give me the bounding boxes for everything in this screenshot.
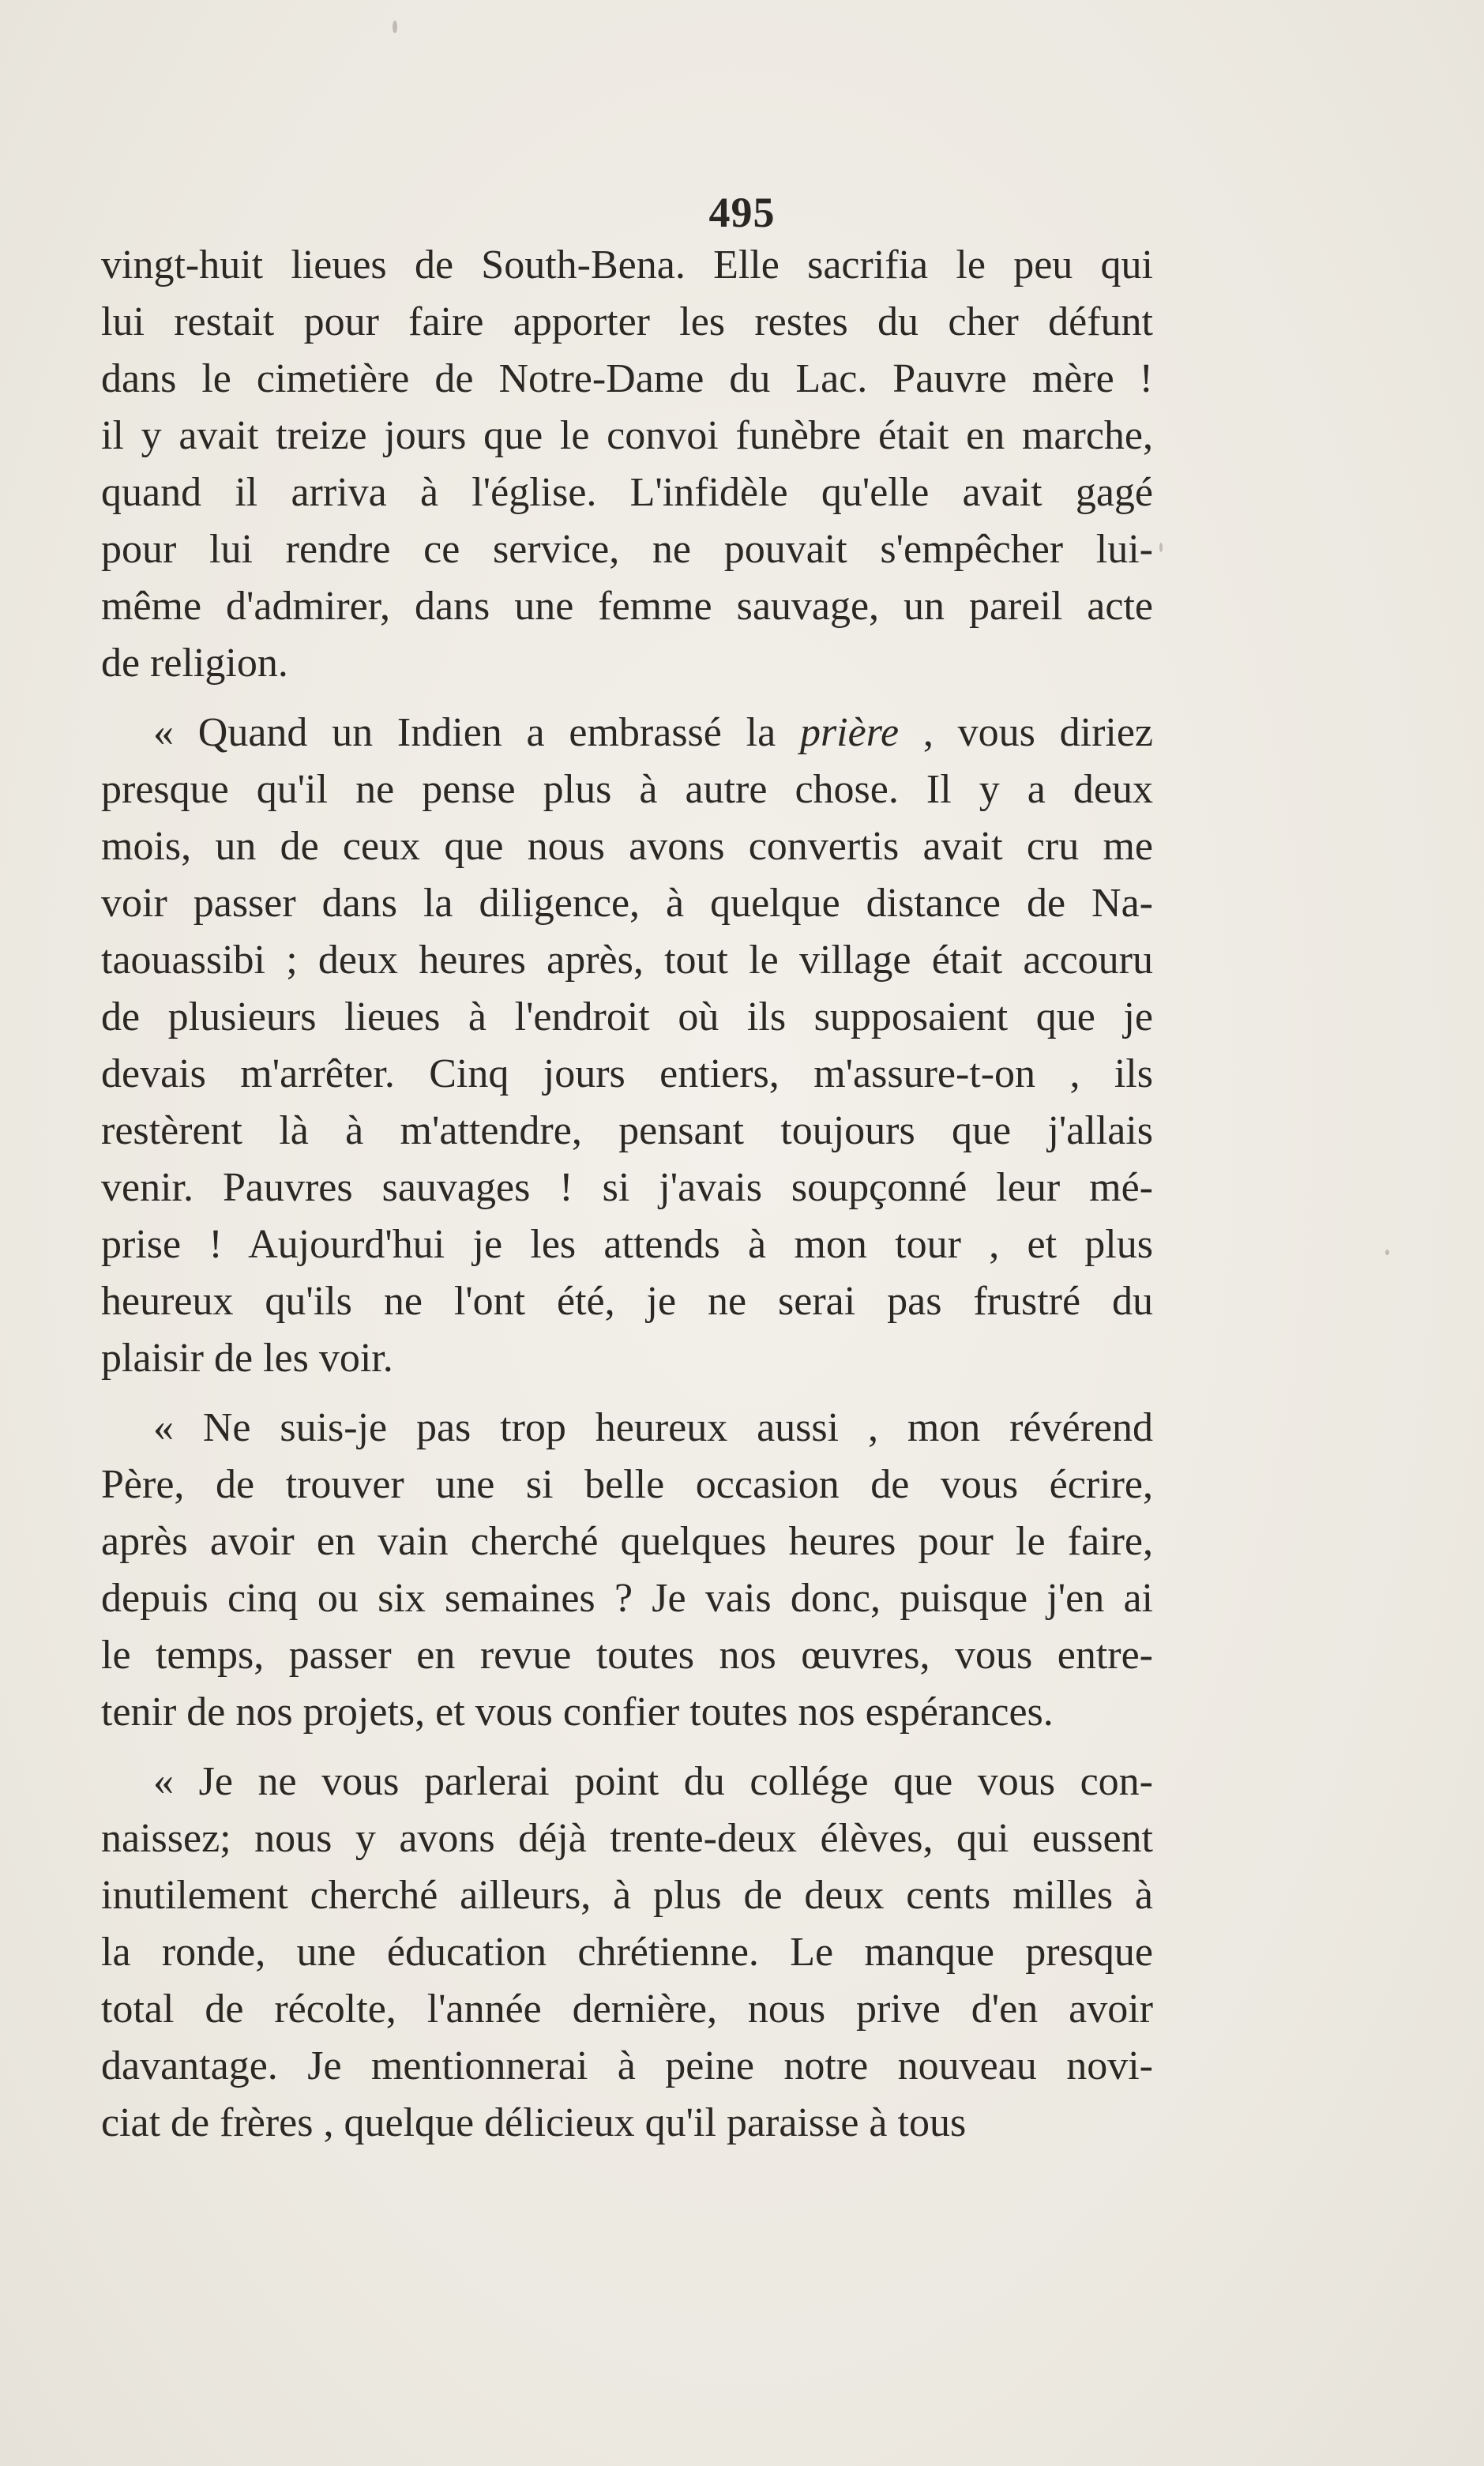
text-line: « Ne suis-je pas trop heureux aussi , mon révérend (153, 1405, 1153, 1450)
paper-speck (1385, 1250, 1389, 1255)
text-line: il y avait treize jours que le convoi funèbre était en marche, (101, 413, 1153, 458)
text-line: la ronde, une éducation chrétienne. Le manque presque (101, 1930, 1153, 1975)
text-line: presque qu'il ne pense plus à autre chose. Il y a deux (101, 767, 1153, 812)
text-line: après avoir en vain cherché quelques heures pour le faire, (101, 1519, 1153, 1564)
text-line: le temps, passer en revue toutes nos œuvres, vous entre- (101, 1633, 1153, 1678)
text-line: quand il arriva à l'église. L'infidèle qu'elle avait gagé (101, 470, 1153, 515)
text-line: naissez; nous y avons déjà trente-deux élèves, qui eussent (101, 1816, 1153, 1861)
text-line: devais m'arrêter. Cinq jours entiers, m'assure-t-on , ils (101, 1051, 1153, 1096)
text-line: inutilement cherché ailleurs, à plus de deux cents milles à (101, 1873, 1153, 1918)
text-line: restèrent là à m'attendre, pensant toujours que j'allais (101, 1108, 1153, 1153)
text-line: venir. Pauvres sauvages ! si j'avais soupçonné leur mé- (101, 1165, 1153, 1210)
paragraph (101, 237, 1153, 692)
text-line: depuis cinq ou six semaines ? Je vais donc, puisque j'en ai (101, 1576, 1153, 1621)
paragraph (101, 1754, 1153, 2152)
text-line: tenir de nos projets, et vous confier toutes nos espérances. (101, 1690, 1054, 1735)
text-line: de plusieurs lieues à l'endroit où ils supposaient que je (101, 994, 1153, 1039)
text-line: prise ! Aujourd'hui je les attends à mon tour , et plus (101, 1222, 1153, 1267)
text-line: « Je ne vous parlerai point du collége que vous con- (153, 1759, 1153, 1804)
text-line: lui restait pour faire apporter les restes du cher défunt (101, 299, 1153, 344)
text-line: davantage. Je mentionnerai à peine notre nouveau novi- (101, 2043, 1153, 2088)
text-line: même d'admirer, dans une femme sauvage, un pareil acte (101, 584, 1153, 629)
text-line: ciat de frères , quelque délicieux qu'il paraisse à tous (101, 2100, 967, 2145)
paragraph-gap (101, 1387, 1153, 1400)
text-line: total de récolte, l'année dernière, nous prive d'en avoir (101, 1987, 1153, 2032)
paragraph (101, 705, 1153, 1387)
text-line: pour lui rendre ce service, ne pouvait s'empêcher lui- (101, 527, 1153, 572)
text-line: heureux qu'ils ne l'ont été, je ne serai pas frustré du (101, 1279, 1153, 1324)
paragraph-gap (101, 692, 1153, 705)
paragraph-gap (101, 1741, 1153, 1754)
paper-speck (1159, 543, 1163, 552)
body-text (101, 237, 1153, 2152)
text-line: voir passer dans la diligence, à quelque distance de Na- (101, 881, 1153, 926)
text-line: vingt-huit lieues de South-Bena. Elle sacrifia le peu qui (101, 242, 1153, 288)
text-line: « Quand un Indien a embrassé la prière , vous diriez (153, 710, 1154, 755)
text-line: mois, un de ceux que nous avons convertis avait cru me (101, 824, 1153, 869)
text-line: de religion. (101, 641, 288, 686)
text-line: Père, de trouver une si belle occasion de vous écrire, (101, 1462, 1153, 1507)
text-line: dans le cimetière de Notre-Dame du Lac. Pauvre mère ! (101, 356, 1153, 401)
paper-speck (393, 21, 397, 33)
paragraph (101, 1400, 1153, 1741)
italic-emphasis: prière (799, 710, 900, 755)
text-line: plaisir de les voir. (101, 1336, 393, 1381)
page-number: 495 (708, 189, 776, 236)
text-line: taouassibi ; deux heures après, tout le village était accouru (101, 938, 1153, 983)
